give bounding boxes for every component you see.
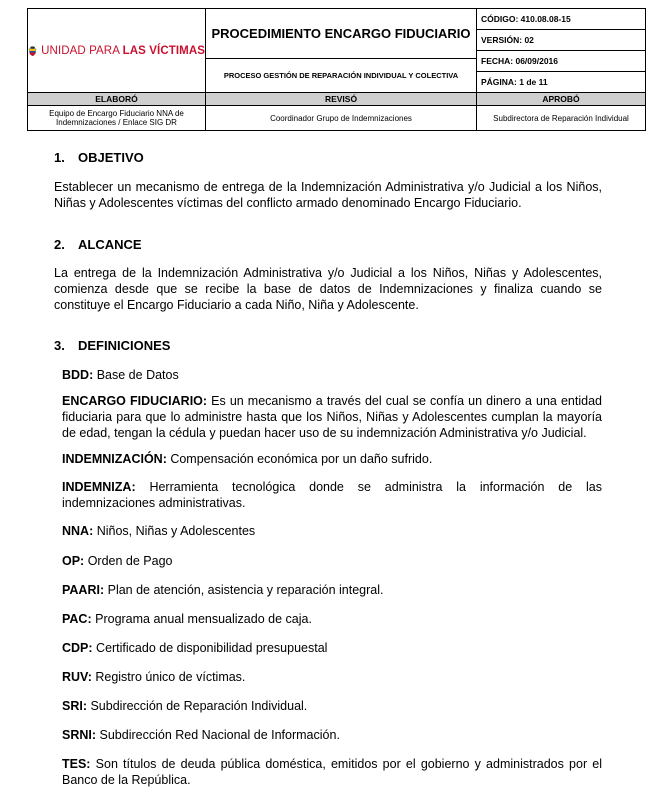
code-field: CÓDIGO: 410.08.08-15	[477, 9, 645, 30]
document-header-table	[27, 8, 646, 131]
objetivo-text: Establecer un mecanismo de entrega de la Indemnización Administrativa y/o Judicial a los Niños, Niñas y Adolescentes víctimas del conflicto armado denominado Encargo Fiduciario.	[54, 180, 602, 210]
definition-item: RUV: Registro único de víctimas.	[62, 670, 246, 684]
definition-item: PAC: Programa anual mensualizado de caja.	[62, 612, 312, 626]
definition-item: INDEMNIZACIÓN: Compensación económica por un daño sufrido.	[62, 452, 433, 466]
definition-item: SRNI: Subdirección Red Nacional de Información.	[62, 728, 340, 742]
coat-of-arms-icon	[28, 37, 37, 65]
definition-item: NNA: Niños, Niñas y Adolescentes	[62, 524, 256, 538]
document-title: PROCEDIMIENTO ENCARGO FIDUCIARIO	[206, 10, 476, 59]
elaboro-label: ELABORÓ	[28, 93, 206, 106]
reviso-label: REVISÓ	[206, 93, 477, 106]
title-cell	[206, 9, 477, 93]
definition-item: TES: Son títulos de deuda pública doméstica, emitidos por el gobierno y administrados por el Banco de la República.	[62, 757, 602, 787]
section-heading-alcance: 2. ALCANCE	[54, 237, 142, 252]
aprobo-label: APROBÓ	[477, 93, 646, 106]
date-field: FECHA: 06/09/2016	[477, 51, 645, 72]
definition-item: BDD: Base de Datos	[62, 368, 179, 382]
definition-item: OP: Orden de Pago	[62, 554, 173, 568]
elaboro-value: Equipo de Encargo Fiduciario NNA de Indemnizaciones / Enlace SIG DR	[28, 106, 206, 131]
process-subtitle: PROCESO GESTIÓN DE REPARACIÓN INDIVIDUAL Y COLECTIVA	[223, 70, 459, 80]
logo-text: UNIDAD PARA LAS VÍCTIMAS	[41, 44, 205, 57]
reviso-value: Coordinador Grupo de Indemnizaciones	[206, 106, 477, 131]
version-field: VERSIÓN: 02	[477, 30, 645, 51]
section-heading-definiciones: 3. DEFINICIONES	[54, 338, 171, 353]
definition-item: PAARI: Plan de atención, asistencia y reparación integral.	[62, 583, 384, 597]
meta-cell	[477, 9, 646, 93]
section-heading-objetivo: 1. OBJETIVO	[54, 150, 144, 165]
alcance-text: La entrega de la Indemnización Administrativa y/o Judicial a los Niños, Niñas y Adolescentes, comienza desde que se recibe la base de datos de Indemnizaciones y finaliza cuando se constituye el Encargo Fiduciario a cada Niño, Niña y Adolescente.	[54, 266, 602, 312]
page-field: PÁGINA: 1 de 11	[481, 77, 548, 87]
aprobo-value: Subdirectora de Reparación Individual	[477, 106, 646, 131]
definition-item: ENCARGO FIDUCIARIO: Es un mecanismo a través del cual se confía un dinero a una entidad fiduciaria para que lo administre hasta que los Niños, Niñas y Adolescentes cumplan la mayoría de edad, tengan la cédula y puedan hacer uso de su indemnización Administrativa y/o Judicial.	[62, 394, 602, 440]
logo-cell	[28, 9, 206, 93]
definition-item: CDP: Certificado de disponibilidad presupuestal	[62, 641, 328, 655]
definition-item: SRI: Subdirección de Reparación Individual.	[62, 699, 308, 713]
definition-item: INDEMNIZA: Herramienta tecnológica donde se administra la información de las indemnizaciones administrativas.	[62, 480, 602, 510]
